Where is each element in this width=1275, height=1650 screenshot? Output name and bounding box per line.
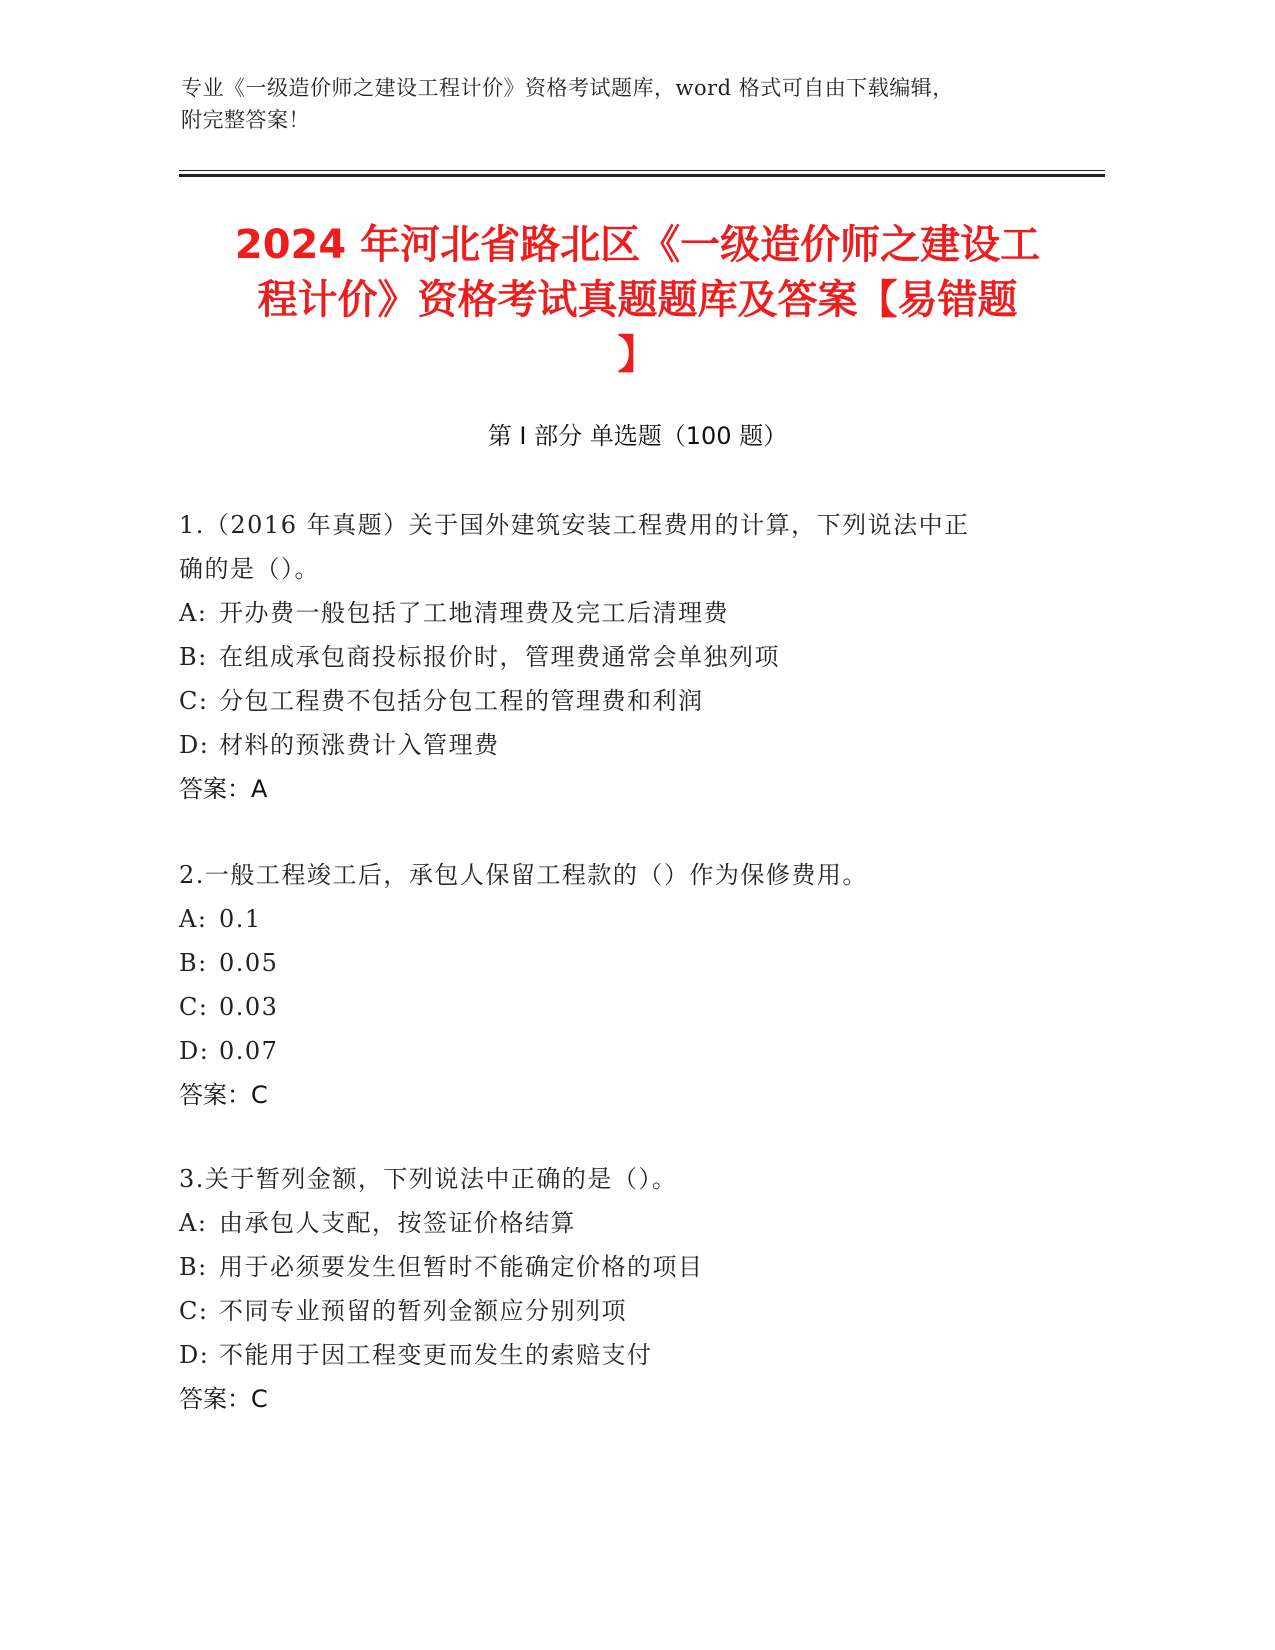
question-2 [179, 853, 1049, 1117]
document-title-line-3: 】 [617, 332, 658, 378]
document-title-line-2: 程计价》资格考试真题题库及答案【易错题 [257, 277, 1018, 323]
question-3-option-c [179, 1289, 1049, 1333]
question-3-option-d [179, 1333, 1049, 1377]
question-1-answer: 答案：A [179, 775, 268, 803]
option-letter: C: [179, 687, 209, 715]
option-text: 材料的预涨费计入管理费 [219, 731, 500, 759]
question-3 [179, 1157, 1049, 1421]
option-text: 0.1 [219, 905, 262, 933]
question-1-stem-line-1: 1.（2016 年真题）关于国外建筑安装工程费用的计算，下列说法中正 [179, 511, 970, 539]
question-1-stem-line-2: 确的是（）。 [179, 555, 320, 583]
option-letter: B: [179, 643, 208, 671]
question-3-answer: 答案：C [179, 1385, 268, 1413]
question-2-option-b [179, 941, 1049, 985]
option-text: 0.03 [219, 993, 279, 1021]
option-text: 开办费一般包括了工地清理费及完工后清理费 [219, 599, 729, 627]
question-3-option-a [179, 1201, 1049, 1245]
question-2-stem [179, 853, 1049, 897]
option-letter: C: [179, 1297, 209, 1325]
option-letter: A: [179, 905, 208, 933]
option-letter: C: [179, 993, 209, 1021]
option-text: 用于必须要发生但暂时不能确定价格的项目 [219, 1253, 704, 1281]
question-2-option-a [179, 897, 1049, 941]
document-title-line-1: 2024 年河北省路北区《一级造价师之建设工 [234, 222, 1041, 268]
header-note-line-1: 专业《一级造价师之建设工程计价》资格考试题库，word 格式可自由下载编辑， [181, 76, 954, 100]
question-1-stem [179, 503, 1049, 591]
option-text: 不同专业预留的暂列金额应分别列项 [219, 1297, 627, 1325]
option-letter: B: [179, 1253, 208, 1281]
section-title: 第 I 部分 单选题（100 题） [487, 422, 788, 450]
option-letter: A: [179, 599, 208, 627]
question-3-stem-line-1: 3.关于暂列金额，下列说法中正确的是（）。 [179, 1165, 678, 1193]
question-2-option-c [179, 985, 1049, 1029]
option-text: 不能用于因工程变更而发生的索赔支付 [219, 1341, 653, 1369]
option-letter: A: [179, 1209, 208, 1237]
option-text: 在组成承包商投标报价时，管理费通常会单独列项 [219, 643, 780, 671]
option-text: 分包工程费不包括分包工程的管理费和利润 [219, 687, 704, 715]
header-note-line-2: 附完整答案！ [181, 108, 310, 132]
document-title [170, 218, 1105, 383]
question-3-stem [179, 1157, 1049, 1201]
option-letter: D: [179, 731, 210, 759]
option-letter: B: [179, 949, 208, 977]
question-2-answer: 答案：C [179, 1081, 268, 1109]
question-1-option-a [179, 591, 1049, 635]
header-divider-thick [179, 174, 1105, 177]
question-1-option-c [179, 679, 1049, 723]
option-text: 0.07 [219, 1037, 279, 1065]
question-1 [179, 503, 1049, 811]
question-3-option-b [179, 1245, 1049, 1289]
option-text: 0.05 [219, 949, 279, 977]
option-letter: D: [179, 1037, 210, 1065]
header-divider-thin [179, 170, 1105, 171]
question-1-option-d [179, 723, 1049, 767]
question-2-stem-line-1: 2.一般工程竣工后，承包人保留工程款的（）作为保修费用。 [179, 861, 868, 889]
option-text: 由承包人支配，按签证价格结算 [219, 1209, 576, 1237]
header-note [181, 72, 1061, 136]
question-2-option-d [179, 1029, 1049, 1073]
question-1-option-b [179, 635, 1049, 679]
option-letter: D: [179, 1341, 210, 1369]
